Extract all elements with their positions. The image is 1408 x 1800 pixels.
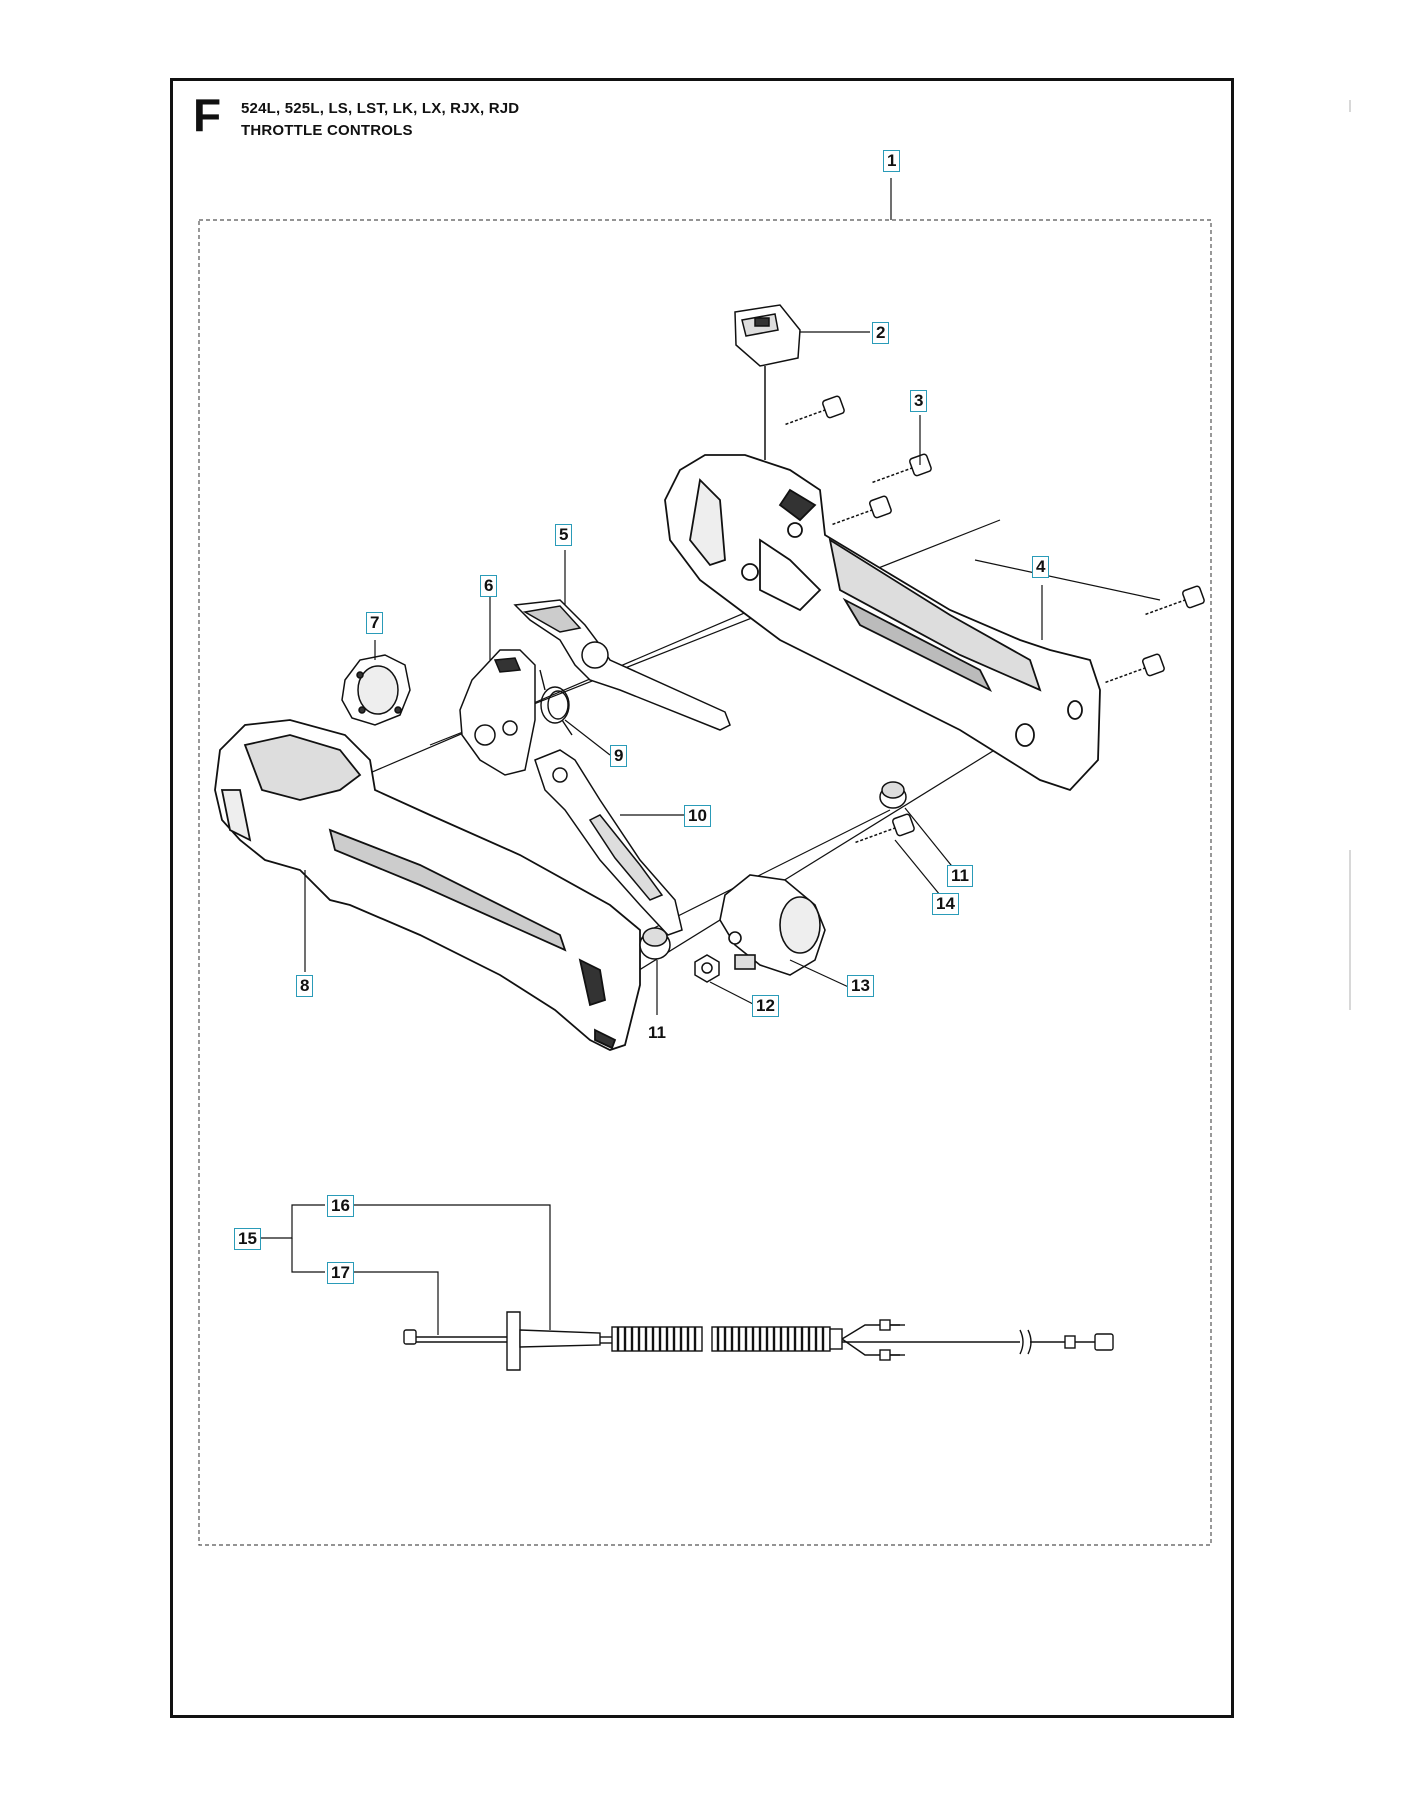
model-list: 524L, 525L, LS, LST, LK, LX, RJX, RJD: [241, 100, 520, 117]
handle-clamp: [720, 875, 825, 975]
leader-13: [790, 960, 855, 990]
leader-16: [353, 1205, 550, 1330]
callout-1: 1: [883, 150, 900, 172]
bushing-upper: [880, 782, 906, 808]
callout-7: 7: [366, 612, 383, 634]
callout-15: 15: [234, 1228, 261, 1250]
leader-12: [710, 982, 755, 1005]
leader-15-bracket-lower: [292, 1238, 325, 1272]
callout-11-upper: 11: [947, 865, 973, 887]
callout-12: 12: [752, 995, 779, 1017]
stop-switch: [735, 305, 800, 460]
leader-17: [353, 1272, 438, 1335]
callout-3: 3: [910, 390, 927, 412]
callout-2: 2: [872, 322, 889, 344]
section-letter: F: [193, 89, 222, 141]
callout-9: 9: [610, 745, 627, 767]
callout-17: 17: [327, 1262, 354, 1284]
leader-14: [895, 840, 940, 895]
callout-4: 4: [1032, 556, 1049, 578]
callout-13: 13: [847, 975, 874, 997]
leader-15-bracket: [260, 1205, 325, 1238]
throttle-bracket: [460, 650, 535, 775]
spring: [540, 670, 572, 735]
callout-8: 8: [296, 975, 313, 997]
callout-10: 10: [684, 805, 711, 827]
edge-mark: [1349, 850, 1351, 1010]
callout-11-lower: 11: [648, 1023, 666, 1042]
throttle-lockout: [515, 600, 730, 730]
callout-5: 5: [555, 524, 572, 546]
edge-mark: [1349, 100, 1351, 112]
section-title: THROTTLE CONTROLS: [241, 122, 413, 139]
nut: [695, 955, 719, 982]
callout-16: 16: [327, 1195, 354, 1217]
callout-6: 6: [480, 575, 497, 597]
bushing-lower: [640, 928, 670, 959]
callout-14: 14: [932, 893, 959, 915]
throttle-cable: [404, 1312, 1113, 1370]
leader-9: [565, 720, 610, 755]
ring-nut: [342, 655, 410, 725]
